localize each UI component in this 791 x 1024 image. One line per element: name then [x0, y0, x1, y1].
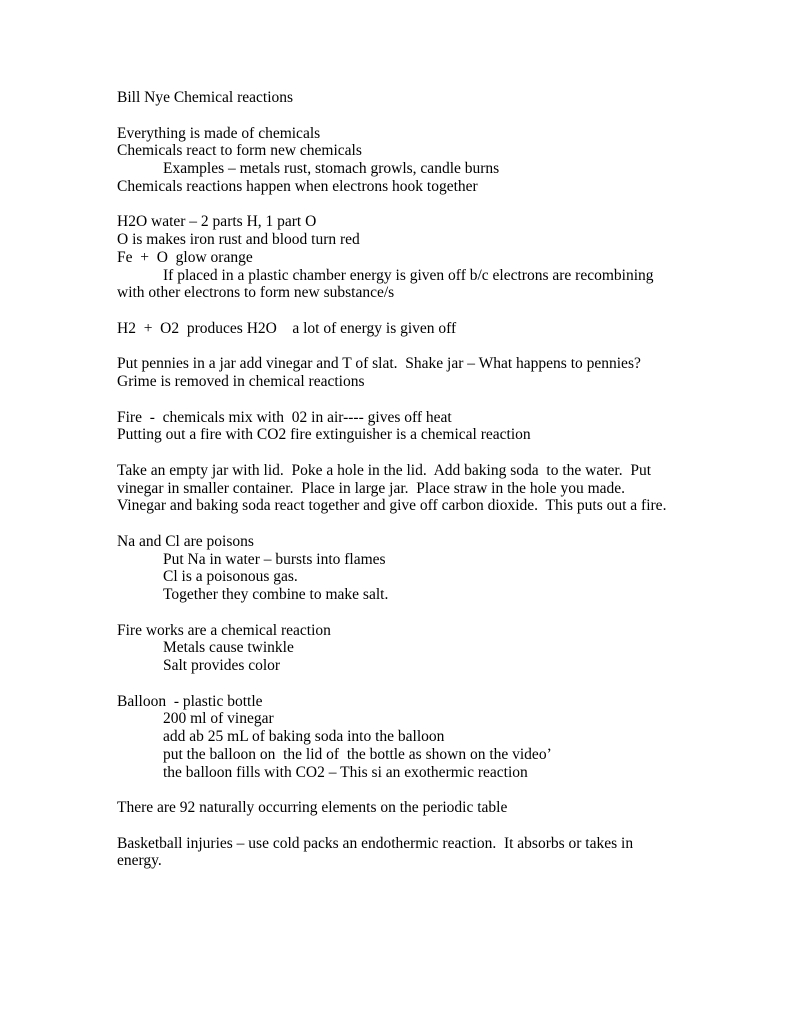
text-line: O is makes iron rust and blood turn red	[117, 231, 360, 248]
text-line	[117, 444, 686, 462]
text-line: Cl is a poisonous gas.	[163, 568, 298, 586]
text-line: H2 + O2 produces H2O a lot of energy is given off	[117, 319, 457, 337]
document-title: Bill Nye Chemical reactions	[117, 89, 294, 106]
text-line: Basketball injuries – use cold packs an endothermic reaction. It absorbs or takes in	[117, 834, 634, 852]
text-line: Examples – metals rust, stomach growls, candle burns	[163, 160, 500, 177]
text-line: If placed in a plastic chamber energy is given off b/c electrons are recombining	[163, 266, 654, 284]
text-line	[117, 604, 686, 622]
text-line	[117, 781, 686, 799]
text-line: Fe + O glow orange	[117, 248, 253, 266]
text-line: Everything is made of chemicals	[117, 124, 321, 142]
text-line: Vinegar and baking soda react together and give off carbon dioxide. This puts out a fire.	[117, 497, 667, 515]
text-line: the balloon fills with CO2 – This si an exothermic reaction	[163, 763, 528, 781]
text-line: Salt provides color	[163, 657, 281, 674]
text-line: Put Na in water – bursts into flames	[163, 550, 386, 568]
text-line: Putting out a fire with CO2 fire extinguisher is a chemical reaction	[117, 426, 531, 444]
text-line	[117, 338, 686, 356]
text-line: Balloon - plastic bottle	[117, 692, 263, 710]
text-line: There are 92 naturally occurring elements on the periodic table	[117, 799, 508, 816]
text-line: H2O water – 2 parts H, 1 part O	[117, 213, 317, 231]
text-line	[117, 391, 686, 409]
text-line: vinegar in smaller container. Place in large jar. Place straw in the hole you made.	[117, 479, 626, 497]
text-line: Metals cause twinkle	[163, 639, 294, 657]
text-line	[117, 515, 686, 533]
text-line: Take an empty jar with lid. Poke a hole in the lid. Add baking soda to the water. Put	[117, 461, 652, 479]
text-line: Fire - chemicals mix with 02 in air---- gives off heat	[117, 408, 452, 426]
text-line: Grime is removed in chemical reactions	[117, 373, 365, 390]
text-line	[117, 302, 686, 320]
text-line	[117, 107, 686, 125]
text-line: Na and Cl are poisons	[117, 532, 254, 550]
text-line: with other electrons to form new substance/s	[117, 284, 395, 302]
text-line: Fire works are a chemical reaction	[117, 621, 331, 639]
text-line: Chemicals react to form new chemicals	[117, 142, 362, 160]
text-line	[117, 196, 686, 214]
text-line: Put pennies in a jar add vinegar and T of slat. Shake jar – What happens to pennies?	[117, 355, 641, 373]
text-line: put the balloon on the lid of the bottle as shown on the video’	[163, 745, 552, 763]
text-line	[117, 817, 686, 835]
text-line: 200 ml of vinegar	[163, 710, 274, 728]
text-line: Chemicals reactions happen when electrons hook together	[117, 177, 478, 195]
text-line: Together they combine to make salt.	[163, 586, 389, 603]
text-line: energy.	[117, 852, 162, 870]
text-line	[117, 675, 686, 693]
text-line: add ab 25 mL of baking soda into the balloon	[163, 728, 445, 745]
document-body	[117, 89, 686, 870]
